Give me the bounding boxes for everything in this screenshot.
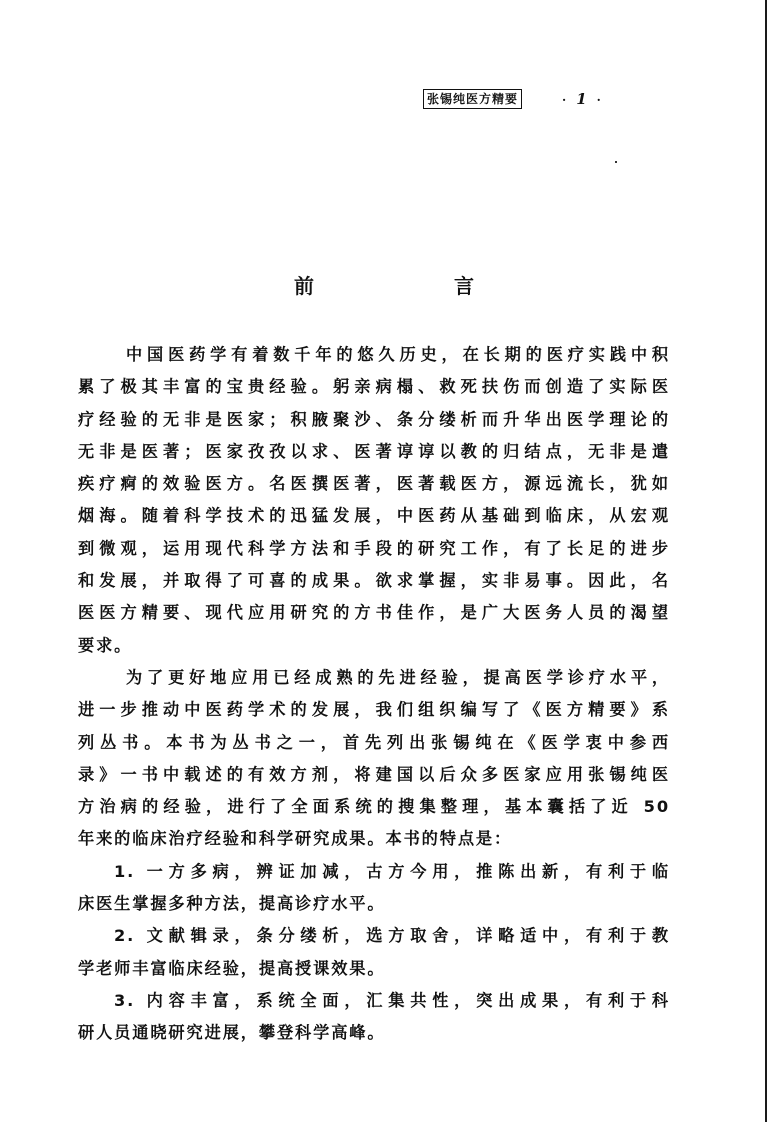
text-line: 疗经验的无非是医家；积腋聚沙、条分缕析而升华出医学理论的	[78, 409, 670, 429]
text-line: 疾疗痾的效验医方。名医撰医著，医著载医方，源远流长，犹如	[78, 474, 670, 494]
paragraph-2	[78, 662, 670, 856]
text-line: 列丛书。本书为丛书之一，首先列出张锡纯在《医学衷中参西	[78, 732, 670, 752]
text-line: 研人员通晓研究进展，攀登科学高峰。	[78, 1023, 386, 1043]
text-line: 3. 内容丰富，系统全面，汇集共性，突出成果，有利于科	[114, 990, 670, 1010]
text-line: 进一步推动中医药学术的发展，我们组织编写了《医方精要》系	[78, 700, 670, 720]
text-line: 2. 文献辑录，条分缕析，选方取舍，详略适中，有利于教	[114, 926, 670, 946]
scan-speck	[615, 161, 617, 163]
preface-body	[78, 339, 670, 1050]
dot-right: ·	[596, 93, 601, 107]
text-line: 到微观，运用现代科学方法和手段的研究工作，有了长足的进步	[78, 538, 670, 558]
feature-item-2	[78, 920, 670, 985]
text-line: 和发展，并取得了可喜的成果。欲求掌握，实非易事。因此，名	[78, 571, 670, 591]
page-edge-line	[765, 0, 767, 1122]
text-line: 无非是医著；医家孜孜以求、医著谆谆以教的归结点，无非是遣	[78, 441, 670, 461]
text-line: 床医生掌握多种方法，提高诊疗水平。	[78, 894, 386, 914]
feature-item-3	[78, 985, 670, 1050]
page-number-value: 1	[576, 90, 587, 108]
text-line: 方治病的经验，进行了全面系统的搜集整理，基本囊括了近 50	[78, 797, 670, 817]
text-line: 1. 一方多病，辨证加减，古方今用，推陈出新，有利于临	[114, 861, 670, 881]
text-line: 累了极其丰富的宝贵经验。躬亲病榻、救死扶伤而创造了实际医	[78, 377, 670, 397]
text-line: 年来的临床治疗经验和科学研究成果。本书的特点是：	[78, 829, 513, 849]
text-line: 医医方精要、现代应用研究的方书佳作，是广大医务人员的渴望	[78, 603, 670, 623]
text-line: 学老师丰富临床经验，提高授课效果。	[78, 958, 386, 978]
chapter-title: 前 言	[294, 274, 534, 298]
feature-item-1	[78, 856, 670, 921]
page-number	[552, 90, 611, 108]
book-title-box: 张锡纯医方精要	[423, 89, 522, 109]
running-header	[423, 88, 611, 110]
text-line: 烟海。随着科学技术的迅猛发展，中医药从基础到临床，从宏观	[78, 506, 670, 526]
dot-left: ·	[562, 93, 567, 107]
paragraph-1	[78, 339, 670, 662]
text-line: 要求。	[78, 635, 133, 655]
text-line: 为了更好地应用已经成熟的先进经验，提高医学诊疗水平，	[126, 667, 670, 687]
text-line: 录》一书中载述的有效方剂，将建国以后众多医家应用张锡纯医	[78, 764, 670, 784]
text-line: 中国医药学有着数千年的悠久历史，在长期的医疗实践中积	[126, 345, 670, 364]
